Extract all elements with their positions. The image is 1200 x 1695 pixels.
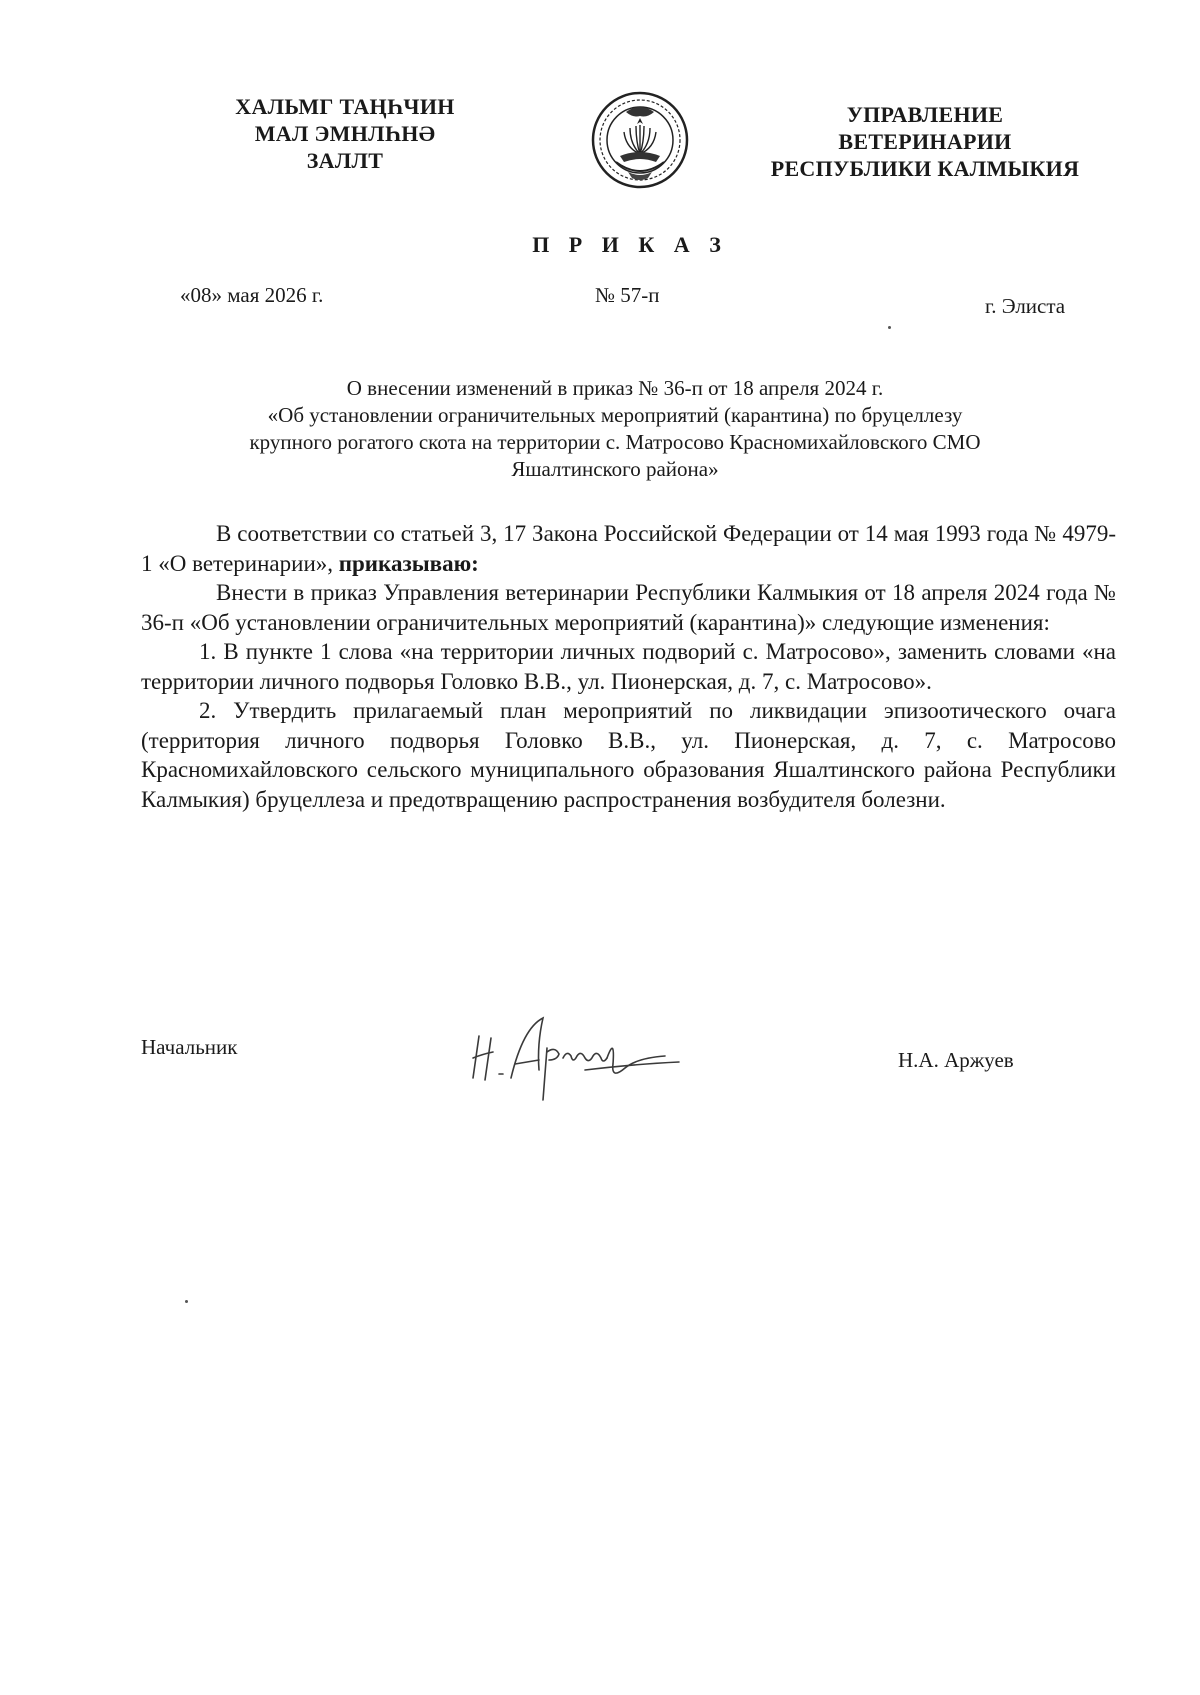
coat-of-arms-kalmykia-icon: [590, 88, 690, 192]
paragraph-text: В соответствии со статьей 3, 17 Закона Российской Федерации от 14 мая 1993 года № 4979-1 «О ветеринарии»,: [141, 521, 1116, 576]
header-right-line: РЕСПУБЛИКИ КАЛМЫКИЯ: [770, 156, 1080, 181]
order-subject: [150, 375, 1080, 483]
order-number: № 57-п: [595, 283, 660, 307]
signer-name: Н.А. Аржуев: [898, 1048, 1014, 1072]
order-body: [141, 519, 1116, 814]
subject-line: Яшалтинского района»: [511, 457, 719, 481]
header-left-line: МАЛ ЭМНЛҺНӘ: [254, 121, 436, 146]
header-left-kalmyk: [200, 93, 490, 174]
header-left-line: ЗАЛЛТ: [306, 148, 384, 173]
header-right-line: УПРАВЛЕНИЕ: [846, 102, 1004, 127]
scan-speck: [185, 1300, 188, 1303]
paragraph-legal-basis: [141, 519, 1116, 578]
signer-position: Начальник: [141, 1035, 238, 1059]
paragraph-item-2: 2. Утвердить прилагаемый план мероприятий по ликвидации эпизоотического очага (территория личного подворья Головко В.В., ул. Пионерская, д. 7, с. Матросово Красномихайловского сельского муниципального образования Яшалтинского района Республики Калмыкия) бруцеллеза и предотвращению распространения возбудителя болезни.: [141, 698, 1116, 812]
header-right-russian: [745, 101, 1105, 182]
document-title: П Р И К А З: [532, 232, 728, 257]
paragraph-item-1: 1. В пункте 1 слова «на территории личных подворий с. Матросово», заменить словами «на территории личного подворья Головко В.В., ул. Пионерская, д. 7, с. Матросово».: [141, 639, 1116, 694]
order-directive: приказываю:: [338, 550, 479, 576]
header-left-line: ХАЛЬМГ ТАҢҺЧИН: [235, 94, 455, 119]
subject-line: «Об установлении ограничительных мероприятий (карантина) по бруцеллезу: [267, 403, 963, 427]
subject-line: крупного рогатого скота на территории с. Матросово Красномихайловского СМО: [249, 430, 981, 454]
order-city: г. Элиста: [985, 294, 1066, 318]
order-date: «08» мая 2026 г.: [180, 283, 324, 307]
header-right-line: ВЕТЕРИНАРИИ: [838, 129, 1012, 154]
scan-speck: [888, 326, 891, 329]
paragraph-amendment-intro: Внести в приказ Управления ветеринарии Республики Калмыкия от 18 апреля 2024 года № 36-п «Об установлении ограничительных мероприятий (карантина)» следующие изменения:: [141, 580, 1116, 635]
handwritten-signature-icon: [465, 1008, 685, 1103]
subject-line: О внесении изменений в приказ № 36-п от 18 апреля 2024 г.: [346, 376, 884, 400]
